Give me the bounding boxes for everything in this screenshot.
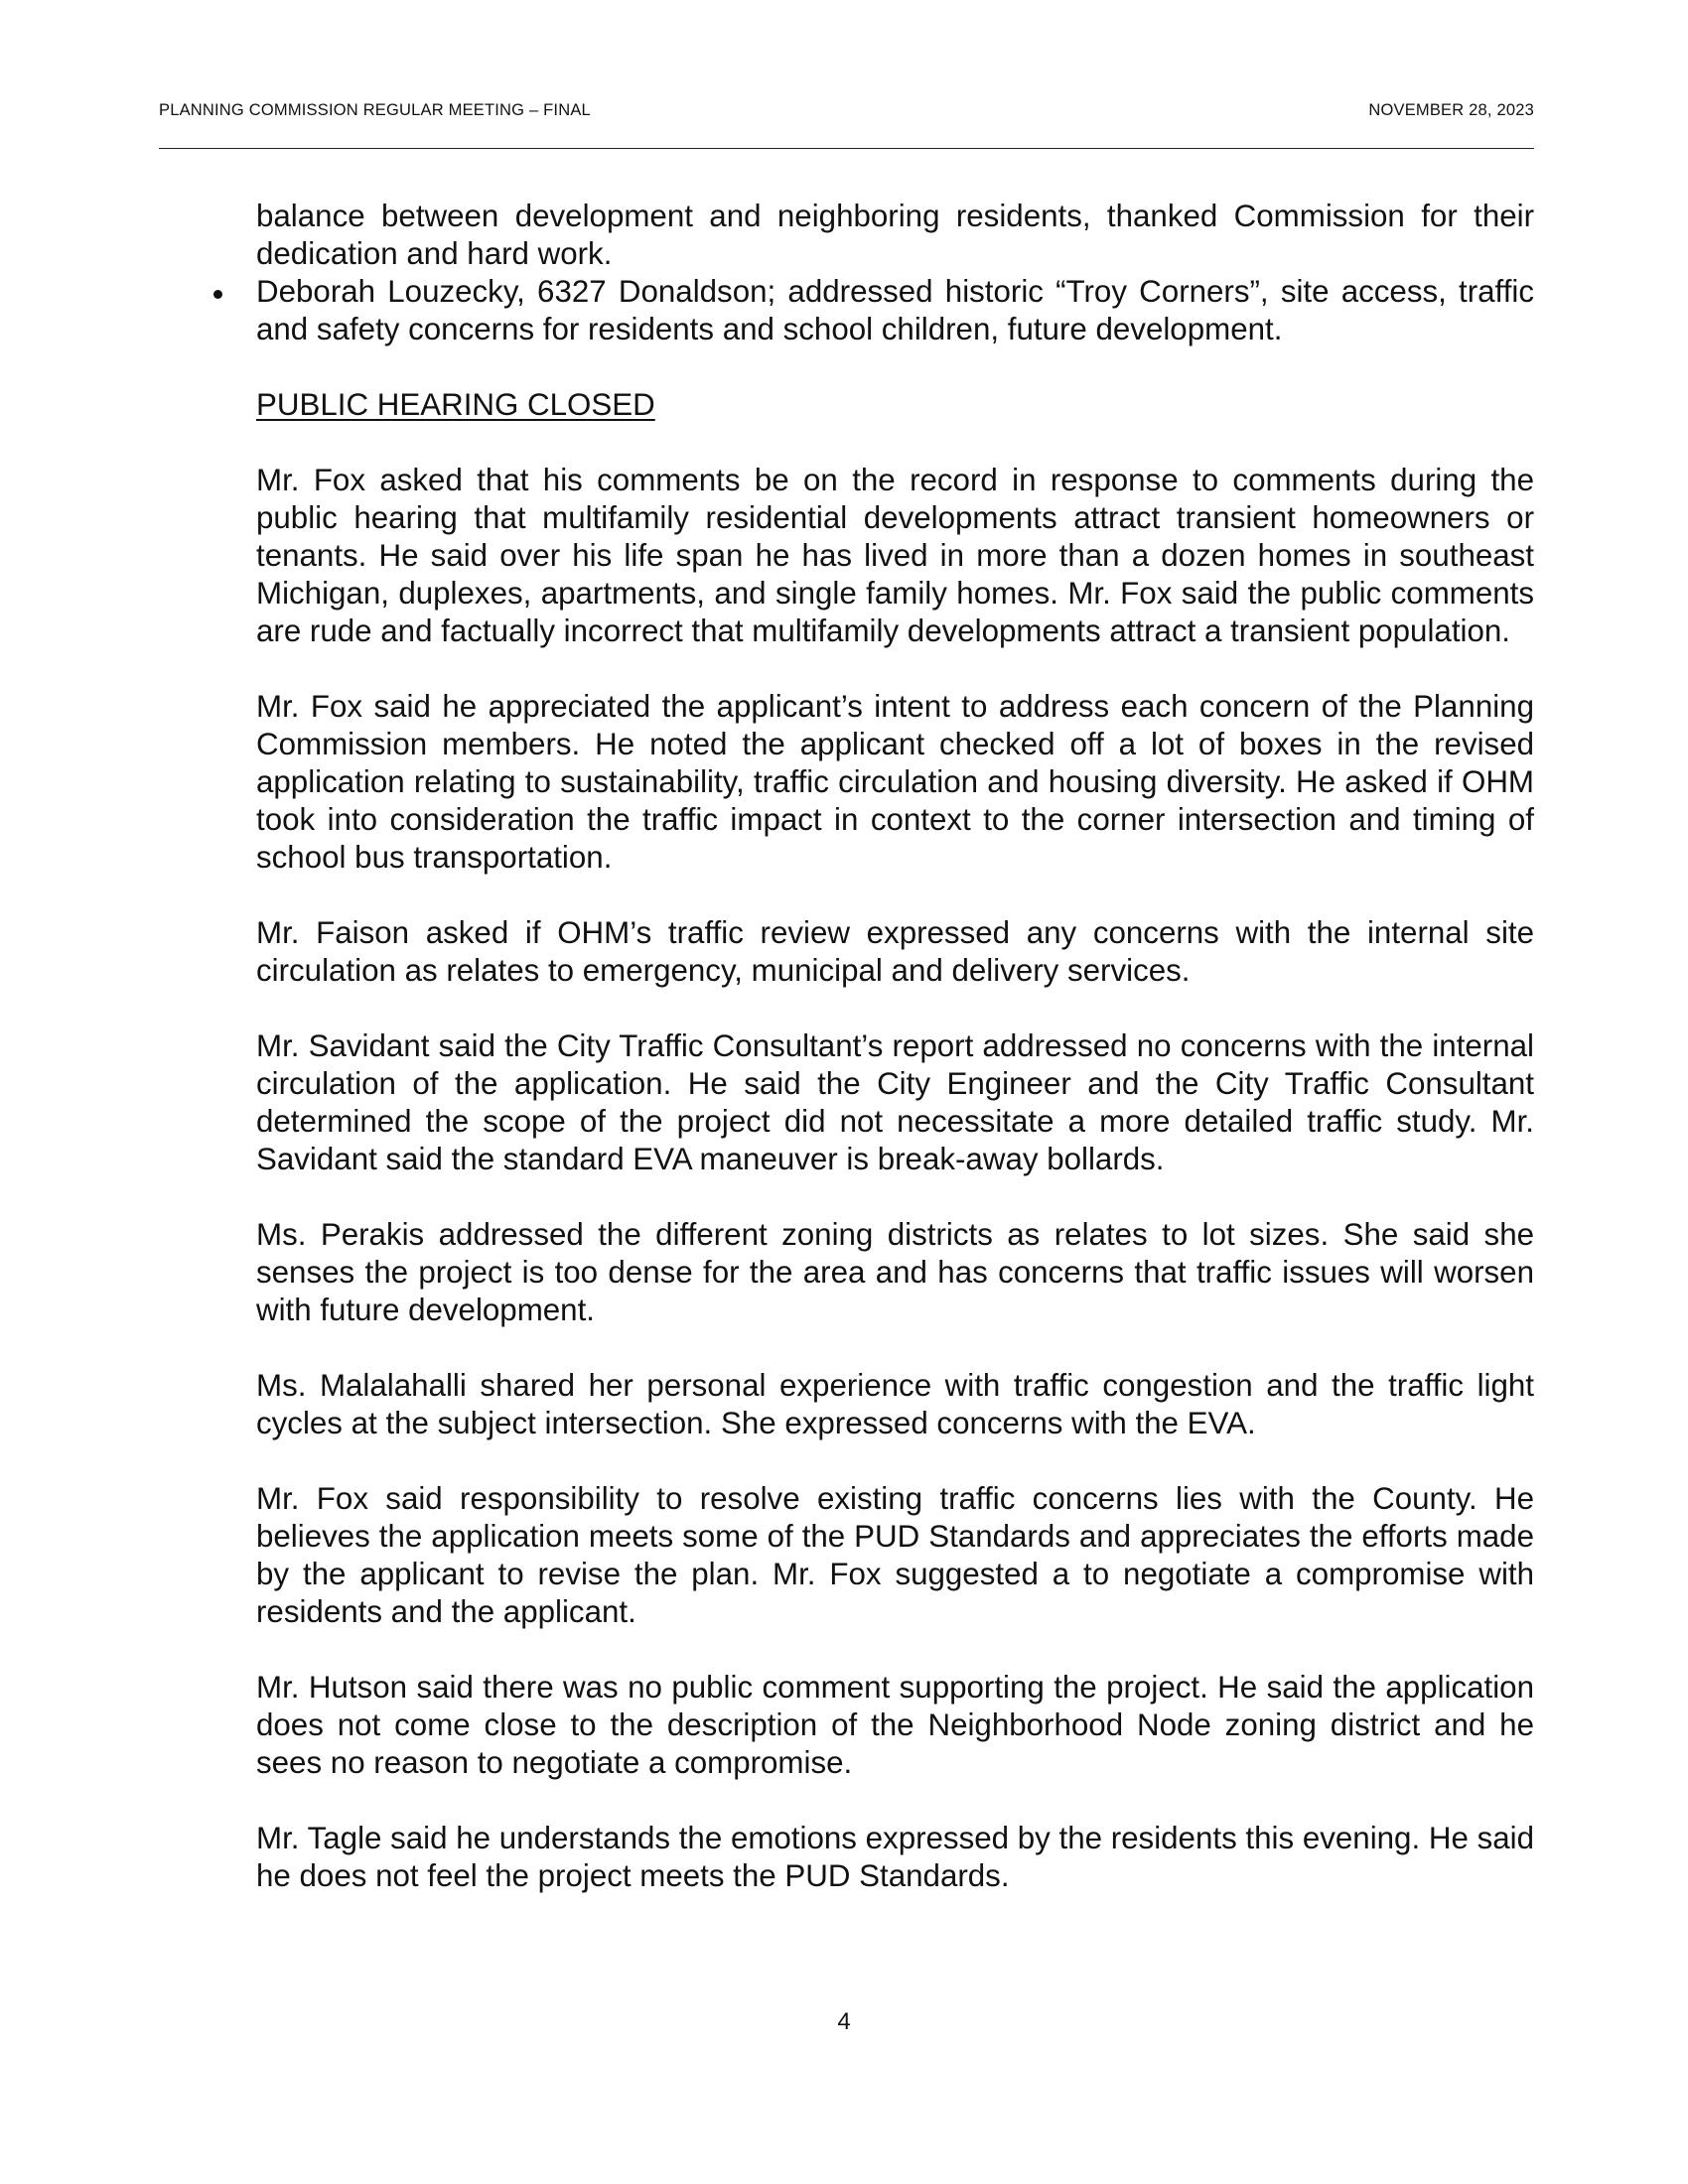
bullet-icon [213,290,222,299]
paragraph: Ms. Malalahalli shared her personal experience with traffic congestion and the traffic light cycles at the subject intersection. She expressed concerns with the EVA. [256,1368,1534,1440]
list-item-text: Deborah Louzecky, 6327 Donaldson; addressed historic “Troy Corners”, site access, traffic and safety concerns for residents and school children, future development. [256,274,1534,346]
paragraph: Mr. Fox said he appreciated the applicant’s intent to address each concern of the Planning Commission members. He noted the applicant checked off a lot of boxes in the revised application relating to sustainability, traffic circulation and housing diversity. He asked if OHM took into consideration the traffic impact in context to the corner intersection and timing of school bus transportation. [256,689,1534,875]
list-item-text: balance between development and neighboring residents, thanked Commission for their dedication and hard work. [256,199,1534,271]
header-meeting-title: PLANNING COMMISSION REGULAR MEETING – FINAL [159,101,591,119]
page-header [159,101,1534,125]
header-date: NOVEMBER 28, 2023 [1368,101,1534,119]
paragraph: Mr. Savidant said the City Traffic Consultant’s report addressed no concerns with the internal circulation of the application. He said the City Engineer and the City Traffic Consultant determined the scope of the project did not necessitate a more detailed traffic study. Mr. Savidant said the standard EVA maneuver is break-away bollards. [256,1028,1534,1176]
paragraph: Mr. Fox asked that his comments be on the record in response to comments during the public hearing that multifamily residential developments attract transient homeowners or tenants. He said over his life span he has lived in more than a dozen homes in southeast Michigan, duplexes, apartments, and single family homes. Mr. Fox said the public comments are rude and factually incorrect that multifamily developments attract a transient population. [256,463,1534,648]
list-item [207,198,1534,273]
paragraph: Mr. Hutson said there was no public comment supporting the project. He said the application does not come close to the description of the Neighborhood Node zoning district and he sees no reason to negotiate a compromise. [256,1670,1534,1780]
page-number: 4 [837,2008,851,2035]
document-body [256,198,1534,1895]
paragraph: Ms. Perakis addressed the different zoning districts as relates to lot sizes. She said she senses the project is too dense for the area and has concerns that traffic issues will worsen with future development. [256,1217,1534,1327]
section-heading: PUBLIC HEARING CLOSED [256,387,655,422]
paragraph: Mr. Tagle said he understands the emotions expressed by the residents this evening. He said he does not feel the project meets the PUD Standards. [256,1821,1534,1893]
list-item [207,273,1534,348]
header-divider [159,148,1534,149]
paragraph: Mr. Faison asked if OHM’s traffic review expressed any concerns with the internal site circulation as relates to emergency, municipal and delivery services. [256,915,1534,988]
paragraph: Mr. Fox said responsibility to resolve existing traffic concerns lies with the County. He believes the application meets some of the PUD Standards and appreciates the efforts made by the applicant to revise the plan. Mr. Fox suggested a to negotiate a compromise with residents and the applicant. [256,1481,1534,1629]
public-comment-list [256,198,1534,348]
